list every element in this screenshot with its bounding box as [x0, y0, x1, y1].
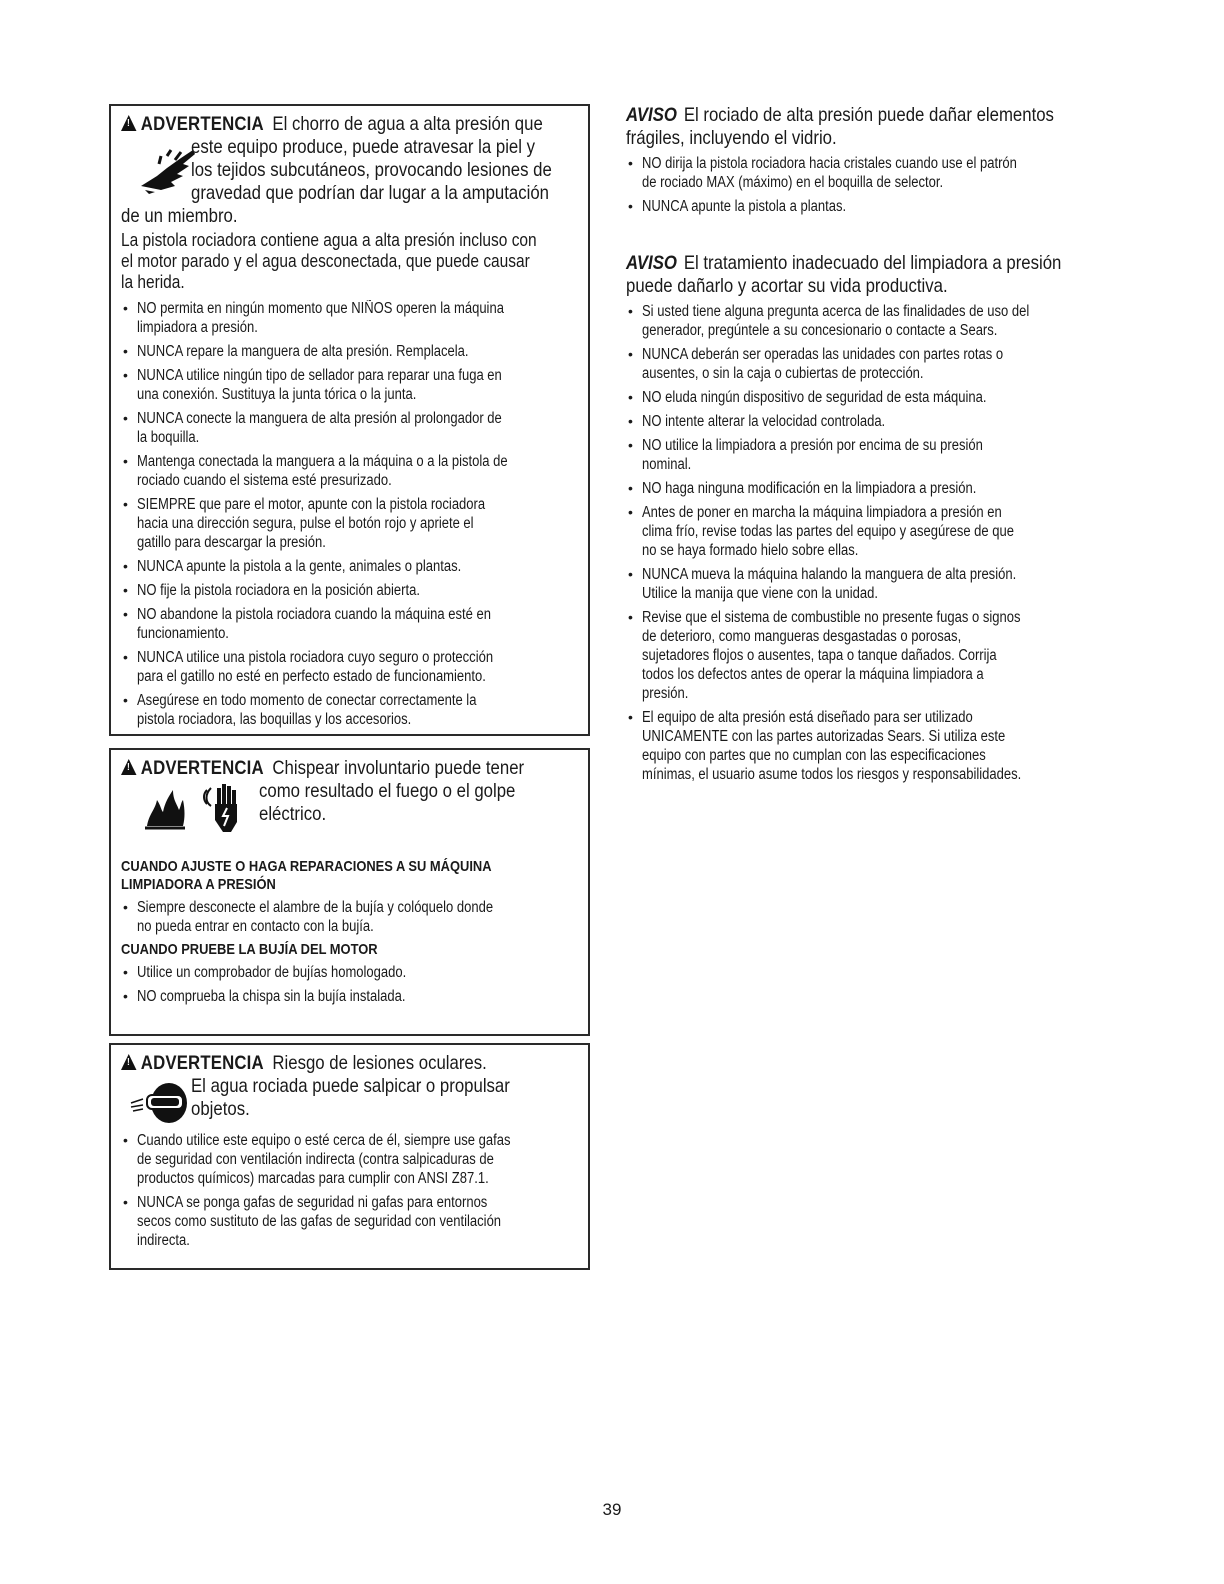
safety-goggles-icon — [129, 1079, 189, 1130]
warning-label: ADVERTENCIA — [140, 757, 264, 779]
list-item: • NO permita en ningún momento que NIÑOS operen la máquina limpiadora a presión. — [121, 299, 578, 337]
list-item: • NUNCA deberán ser operadas las unidades con partes rotas o ausentes, o sin la caja o cubiertas de protección. — [626, 345, 1116, 383]
page-number: 39 — [602, 1500, 622, 1519]
notice-label: AVISO — [626, 104, 677, 126]
paragraph-line: el motor parado y el agua desconectada, que puede causar — [121, 251, 530, 271]
warning-box-eye-injury — [109, 1043, 590, 1270]
list-item: • NUNCA utilice una pistola rociadora cuyo seguro o protección para el gatillo no esté en perfecto estado de funcionamiento. — [121, 648, 578, 686]
warning-bullet-list — [121, 1131, 578, 1250]
hand-injection-icon — [137, 146, 199, 201]
list-item: • Antes de poner en marcha la máquina limpiadora a presión en clima frío, revise todas las partes del equipo y asegúrese de que no se haya formado hielo sobre ellas. — [626, 503, 1116, 560]
warning-triangle-icon: ! — [121, 115, 136, 131]
notice-fragile-items — [626, 104, 1116, 221]
list-item: • Utilice un comprobador de bujías homologado. — [121, 963, 578, 982]
warning-bullet-list — [121, 898, 578, 936]
list-item: • NUNCA utilice ningún tipo de sellador para reparar una fuga en una conexión. Sustituya la junta tórica o la junta. — [121, 366, 578, 404]
warning-triangle-icon: ! — [121, 1054, 136, 1070]
list-item: • NO haga ninguna modificación en la limpiadora a presión. — [626, 479, 1116, 498]
list-item: • Cuando utilice este equipo o esté cerca de él, siempre use gafas de seguridad con ventilación indirecta (contra salpicaduras de productos químicos) marcadas para cumplir con ANSI Z87.1. — [121, 1131, 578, 1188]
notice-text-line: frágiles, incluyendo el vidrio. — [626, 127, 837, 149]
fire-icon — [143, 786, 187, 835]
notice-improper-treatment — [626, 252, 1116, 789]
warning-bullet-list — [121, 963, 578, 1006]
warning-headline: El chorro de agua a alta presión que — [272, 113, 543, 135]
list-item: • NUNCA repare la manguera de alta presión. Remplacela. — [121, 342, 578, 361]
list-item: • NUNCA apunte la pistola a plantas. — [626, 197, 1116, 216]
list-item: • Si usted tiene alguna pregunta acerca de las finalidades de uso del generador, pregúntele a su concesionario o contacte a Sears. — [626, 302, 1116, 340]
warning-text-line: El agua rociada puede salpicar o propulsar — [191, 1075, 510, 1097]
list-item: • NO fije la pistola rociadora en la posición abierta. — [121, 581, 578, 600]
section-subheading: CUANDO PRUEBE LA BUJÍA DEL MOTOR — [121, 941, 378, 958]
notice-headline: El tratamiento inadecuado del limpiadora a presión — [683, 252, 1062, 274]
warning-headline: Chispear involuntario puede tener — [272, 757, 525, 779]
warning-triangle-icon: ! — [121, 759, 136, 775]
list-item: • NO eluda ningún dispositivo de seguridad de esta máquina. — [626, 388, 1116, 407]
notice-headline: El rociado de alta presión puede dañar elementos — [683, 104, 1054, 126]
notice-label: AVISO — [626, 252, 677, 274]
paragraph-line: La pistola rociadora contiene agua a alta presión incluso con — [121, 230, 537, 250]
list-item: • Revise que el sistema de combustible no presente fugas o signos de deterioro, como mangueras desgastadas o porosas, sujetadores flojos o ausentes, tapa o tanque dañados. Corrija todos los defectos antes de operar la máquina limpiadora a presión. — [626, 608, 1116, 703]
list-item: • SIEMPRE que pare el motor, apunte con la pistola rociadora hacia una dirección segura, pulse el botón rojo y apriete el gatillo para descargar la presión. — [121, 495, 578, 552]
list-item: • El equipo de alta presión está diseñado para ser utilizado UNICAMENTE con las partes autorizadas Sears. Si utiliza este equipo con partes que no cumplan con las especificaciones mínimas, el usuario asume todos los riesgos y responsabilidades. — [626, 708, 1116, 784]
list-item: • Asegúrese en todo momento de conectar correctamente la pistola rociadora, las boquillas y los accesorios. — [121, 691, 578, 729]
paragraph-line: la herida. — [121, 272, 185, 292]
notice-header — [626, 252, 1062, 275]
notice-bullet-list — [626, 154, 1116, 216]
list-item: • Siempre desconecte el alambre de la bujía y colóquelo donde no pueda entrar en contacto con la bujía. — [121, 898, 578, 936]
warning-headline: Riesgo de lesiones oculares. — [272, 1052, 487, 1074]
electric-shock-icon — [201, 782, 241, 839]
warning-text-line: gravedad que podrían dar lugar a la amputación — [191, 182, 550, 204]
warning-text-line: como resultado el fuego o el golpe — [259, 780, 516, 802]
warning-text-line: eléctrico. — [259, 803, 327, 825]
warning-bullet-list — [121, 299, 578, 729]
list-item: • NO comprueba la chispa sin la bujía instalada. — [121, 987, 578, 1006]
list-item: • NO utilice la limpiadora a presión por encima de su presión nominal. — [626, 436, 1116, 474]
section-subheading: CUANDO AJUSTE O HAGA REPARACIONES A SU MÁQUINA — [121, 858, 492, 875]
list-item: • NO abandone la pistola rociadora cuando la máquina esté en funcionamiento. — [121, 605, 578, 643]
section-subheading: LIMPIADORA A PRESIÓN — [121, 876, 276, 893]
list-item: • NUNCA conecte la manguera de alta presión al prolongador de la boquilla. — [121, 409, 578, 447]
warning-header — [121, 112, 578, 228]
warning-text-line: de un miembro. — [121, 205, 238, 227]
warning-text-line: este equipo produce, puede atravesar la piel y — [191, 136, 536, 158]
warning-box-high-pressure — [109, 104, 590, 736]
warning-header — [121, 756, 578, 826]
list-item: • Mantenga conectada la manguera a la máquina o a la pistola de rociado cuando el sistema esté presurizado. — [121, 452, 578, 490]
list-item: • NUNCA apunte la pistola a la gente, animales o plantas. — [121, 557, 578, 576]
notice-text-line: puede dañarlo y acortar su vida productiva. — [626, 275, 948, 297]
warning-label: ADVERTENCIA — [140, 1052, 264, 1074]
warning-label: ADVERTENCIA — [140, 113, 264, 135]
warning-header — [121, 1051, 578, 1121]
warning-paragraph — [121, 230, 578, 293]
warning-text-line: objetos. — [191, 1098, 250, 1120]
warning-box-sparking — [109, 748, 590, 1036]
list-item: • NUNCA mueva la máquina halando la manguera de alta presión. Utilice la manija que viene con la unidad. — [626, 565, 1116, 603]
list-item: • NO dirija la pistola rociadora hacia cristales cuando use el patrón de rociado MAX (máximo) en el boquilla de selector. — [626, 154, 1116, 192]
notice-bullet-list — [626, 302, 1116, 784]
warning-text-line: los tejidos subcutáneos, provocando lesiones de — [191, 159, 552, 181]
notice-header — [626, 104, 1054, 127]
list-item: • NUNCA se ponga gafas de seguridad ni gafas para entornos secos como sustituto de las gafas de seguridad con ventilación indirecta. — [121, 1193, 578, 1250]
list-item: • NO intente alterar la velocidad controlada. — [626, 412, 1116, 431]
